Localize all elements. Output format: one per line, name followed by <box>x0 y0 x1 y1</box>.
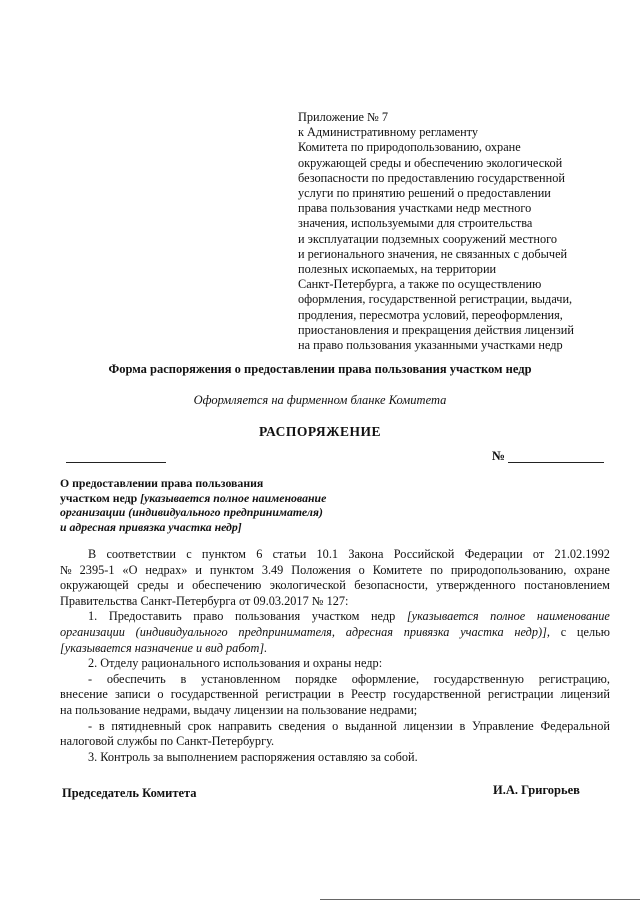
appendix-line: к Административному регламенту <box>298 125 479 140</box>
word: Предоставить <box>108 609 182 624</box>
word: регистрации <box>487 687 554 702</box>
p1-line-1 <box>60 547 610 563</box>
word: сведения <box>278 718 326 733</box>
word: право <box>193 609 224 624</box>
word: по <box>430 562 443 577</box>
word: привязка <box>403 624 450 639</box>
word: безопасности, <box>354 578 428 593</box>
word: порядке <box>295 671 338 686</box>
word: Реестр <box>351 687 387 702</box>
word: срок <box>187 718 212 733</box>
word: В <box>88 547 97 561</box>
letterhead-note: Оформляется на фирменном бланке Комитета <box>193 393 447 407</box>
subject-line-3: организации (индивидуального предпринимателя) <box>60 505 323 519</box>
word: Российской <box>393 547 455 561</box>
p1-line-2 <box>60 563 610 579</box>
appendix-line: на право пользования указанными участками недр <box>298 338 563 353</box>
word: (индивидуального <box>135 624 228 639</box>
word: о <box>358 562 365 577</box>
word: 6 <box>256 547 263 561</box>
subject-line-1: О предоставлении права пользования <box>60 476 264 490</box>
word: и <box>195 562 202 577</box>
item2b-line-2: налоговой службы по Санкт-Петербургу. <box>60 734 275 749</box>
word: с <box>560 624 567 639</box>
word: установленном <box>200 671 281 686</box>
word: полное <box>490 609 526 624</box>
word: обеспечению <box>192 578 262 593</box>
word: лицензии <box>403 718 453 733</box>
word: в <box>98 718 105 733</box>
word: Положения <box>291 562 351 577</box>
word: государственной <box>170 687 259 702</box>
item2: 2. Отделу рационального использования и охраны недр: <box>88 656 383 671</box>
appendix-line: полезных ископаемых, на территории <box>298 262 497 277</box>
item2b-line-1 <box>60 719 610 735</box>
word: 3.49 <box>261 562 284 577</box>
appendix-line: услуги по принятию решений о предоставлении <box>298 186 551 201</box>
item2a-line-2 <box>60 687 610 703</box>
appendix-line: и регионального значения, не связанных с добычей <box>298 246 568 261</box>
word: соответствии <box>106 547 176 561</box>
word: - <box>88 718 93 733</box>
appendix-line: значения, используемыми для строительства <box>298 216 533 231</box>
word: выданной <box>345 718 397 733</box>
word: наименование <box>536 609 610 624</box>
word: участка <box>460 624 504 639</box>
word: с <box>186 547 192 561</box>
word: регистрации <box>265 687 331 702</box>
word: записи <box>114 687 151 702</box>
word: постановлением <box>524 578 610 593</box>
appendix-line: права пользования участками недр местного <box>298 201 532 216</box>
item1-line-2 <box>60 625 610 641</box>
word: обеспечить <box>106 671 166 686</box>
p1-line-3 <box>60 578 610 594</box>
appendix-line: Комитета по природопользованию, охране <box>298 140 521 155</box>
word: 10.1 <box>316 547 339 561</box>
word: 1. <box>88 609 98 624</box>
word: лицензий <box>560 687 610 702</box>
word: пользования <box>234 609 301 624</box>
word: недр <box>370 609 396 624</box>
date-blank-line <box>66 461 166 463</box>
word: внесение <box>60 687 108 702</box>
item1-line-3: [указывается назначение и вид работ]. <box>60 640 268 655</box>
appendix-line: Санкт-Петербурга, а также по осуществлению <box>298 277 542 292</box>
word: пунктом <box>201 547 246 561</box>
word: в <box>180 671 187 686</box>
appendix-line: Приложение № 7 <box>298 110 389 124</box>
appendix-line: безопасности по предоставлению государственной <box>298 170 565 185</box>
word: Федерации <box>464 547 523 561</box>
word: о <box>157 687 164 702</box>
word: недрах» <box>145 562 188 577</box>
word: недр)], <box>514 624 550 639</box>
word: экологической <box>269 578 346 593</box>
word: пятидневный <box>111 718 182 733</box>
word: оформление, <box>351 671 420 686</box>
word: Федеральной <box>540 718 610 733</box>
word: охране <box>574 562 610 577</box>
word: направить <box>218 718 272 733</box>
subject-line-2 <box>60 491 360 506</box>
signature-position: Председатель Комитета <box>62 786 197 800</box>
item2a-line-1 <box>60 672 610 688</box>
number-label: № <box>492 448 506 463</box>
form-title: Форма распоряжения о предоставлении права пользования участком недр <box>108 362 532 376</box>
appendix-line: продления, пересмотра условий, переоформления, <box>298 307 563 322</box>
word: статьи <box>272 547 307 561</box>
word: Закона <box>348 547 384 561</box>
word: регистрацию, <box>538 671 610 686</box>
appendix-header <box>298 110 598 353</box>
word: [указывается <box>406 609 479 624</box>
word: № <box>60 562 72 577</box>
subject-block <box>60 476 360 534</box>
word: адресная <box>345 624 393 639</box>
appendix-line: и эксплуатации подземных сооружений местного <box>298 231 557 246</box>
appendix-line: окружающей среды и обеспечению экологической <box>298 155 563 170</box>
word: в <box>459 718 466 733</box>
word: 2395-1 <box>79 562 115 577</box>
document-body <box>60 547 610 765</box>
signature-name: И.А. Григорьев <box>493 783 580 797</box>
word: организации <box>60 624 125 639</box>
item1-line-1 <box>60 609 610 625</box>
word: «О <box>122 562 138 577</box>
appendix-line: приостановления и прекращения действия лицензий <box>298 322 574 337</box>
document-title: РАСПОРЯЖЕНИЕ <box>258 424 382 439</box>
word: и <box>177 578 184 593</box>
item2a-line-3: на пользование недрами, выдачу лицензии на пользование недрами; <box>60 702 418 717</box>
number-blank-line <box>508 461 604 463</box>
appendix-line: оформления, государственной регистрации, выдачи, <box>298 292 573 307</box>
subject-line-2-italic: [указывается полное наименование <box>137 490 327 505</box>
word: среды <box>137 578 169 593</box>
word: от <box>532 547 545 561</box>
word: участком <box>311 609 360 624</box>
item3: 3. Контроль за выполнением распоряжения оставляю за собой. <box>88 749 418 764</box>
word: государственную <box>433 671 524 686</box>
word: утвержденного <box>436 578 516 593</box>
subject-line-4: и адресная привязка участка недр] <box>60 519 242 534</box>
word: предпринимателя, <box>238 624 335 639</box>
subject-line-2-bold: участком недр <box>60 490 138 505</box>
word: государственной <box>393 687 481 702</box>
word: в <box>338 687 344 702</box>
word: о <box>332 718 339 733</box>
word: Управление <box>472 718 534 733</box>
word: пунктом <box>209 562 254 577</box>
word: 21.02.1992 <box>554 547 610 561</box>
word: целью <box>576 624 610 639</box>
word: природопользованию, <box>450 562 567 577</box>
p1-line-4: Правительства Санкт-Петербурга от 09.03.2017 № 127: <box>60 593 349 608</box>
word: Комитете <box>372 562 423 577</box>
word: - <box>88 671 93 686</box>
word: окружающей <box>60 578 129 593</box>
page-edge-line <box>320 898 640 900</box>
